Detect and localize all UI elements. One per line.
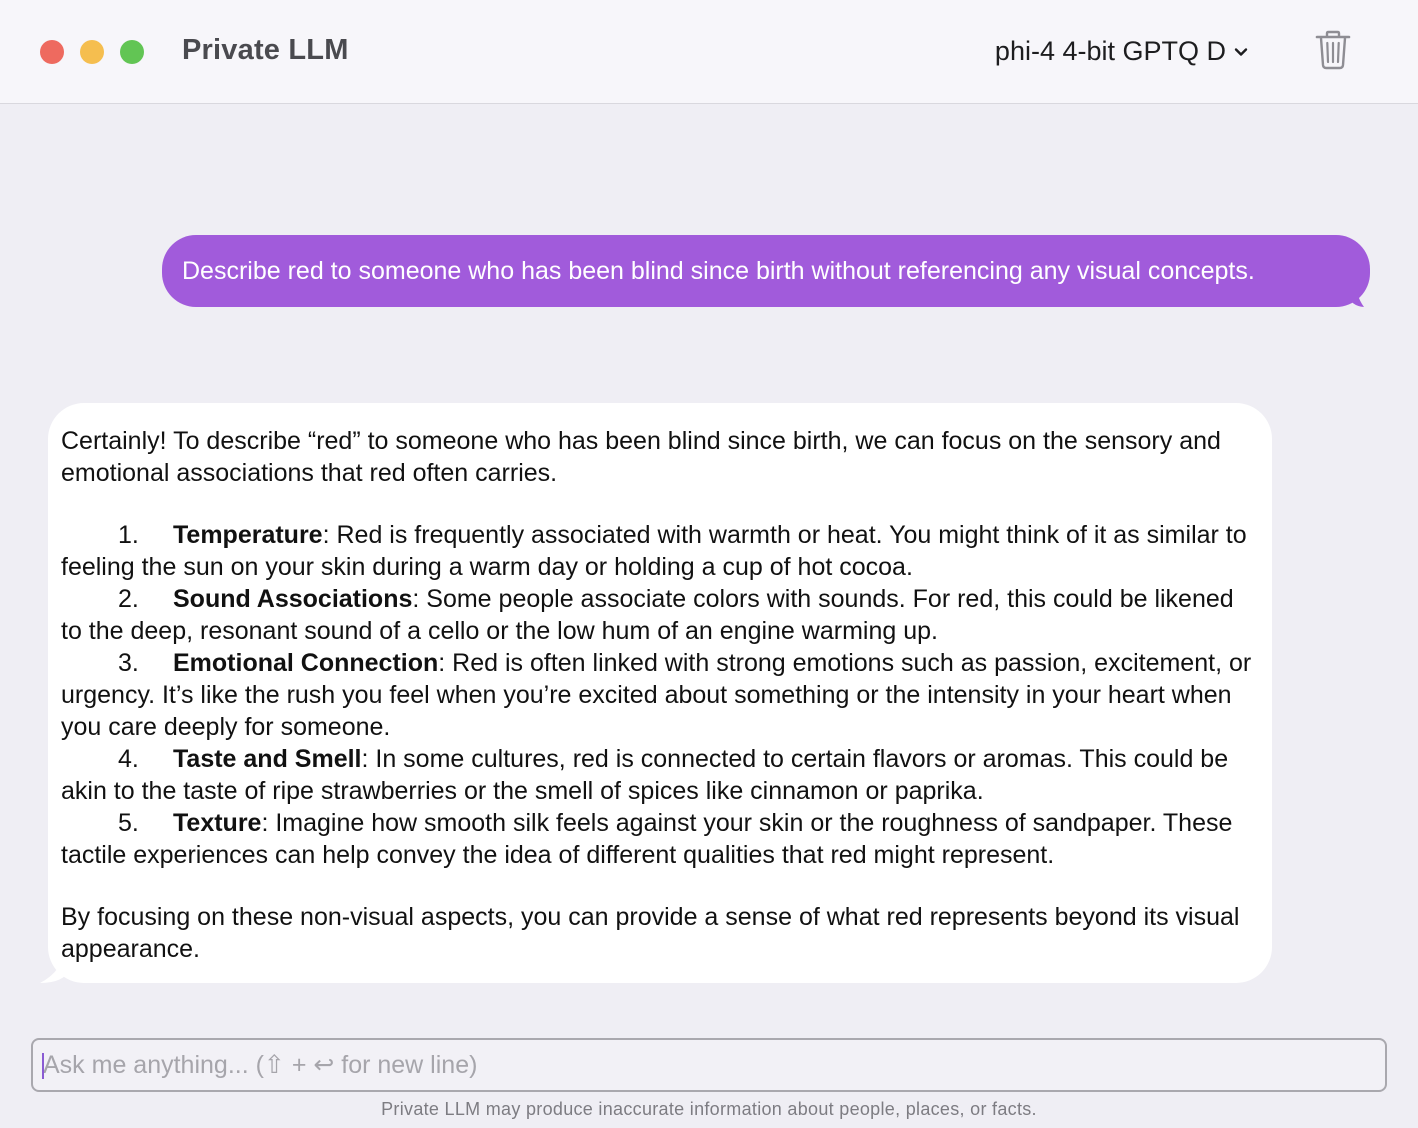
- title-bar: [0, 0, 1418, 104]
- disclaimer: Private LLM may produce inaccurate information about people, places, or facts.: [381, 1099, 1037, 1119]
- list-item: 4. Taste and Smell: In some cultures, red is connected to certain flavors or aromas. This could be akin to the taste of ripe strawberries or the smell of spices like cinnamon or paprika.: [61, 745, 1229, 805]
- assistant-message: [40, 403, 1272, 983]
- list-item: 1. Temperature: Red is frequently associated with warmth or heat. You might think of it as similar to feeling the sun on your skin during a warm day or holding a cup of hot cocoa.: [61, 521, 1247, 581]
- assistant-conclusion: By focusing on these non-visual aspects, you can provide a sense of what red represents beyond its visual appearance.: [61, 903, 1240, 963]
- assistant-intro: Certainly! To describe “red” to someone who has been blind since birth, we can focus on the sensory and emotional associations that red often carries.: [61, 427, 1221, 487]
- zoom-button[interactable]: [120, 40, 144, 64]
- list-item: 3. Emotional Connection: Red is often linked with strong emotions such as passion, excitement, or urgency. It’s like the rush you feel when you’re excited about something or the intensity in your heart when you care deeply for someone.: [61, 649, 1252, 741]
- model-selector-label: phi-4 4-bit GPTQ D: [994, 36, 1226, 66]
- app-title: Private LLM: [182, 34, 349, 66]
- list-item: 2. Sound Associations: Some people associate colors with sounds. For red, this could be likened to the deep, resonant sound of a cello or the low hum of an engine warming up.: [61, 585, 1234, 645]
- user-bubble: Describe red to someone who has been blind since birth without referencing any visual concepts.: [162, 235, 1370, 307]
- list-item: 5. Texture: Imagine how smooth silk feels against your skin or the roughness of sandpaper. These tactile experiences can help convey the idea of different qualities that red might represent.: [61, 809, 1233, 869]
- message-input[interactable]: [33, 1040, 1385, 1090]
- assistant-list: [61, 519, 1258, 871]
- user-message: [162, 235, 1378, 307]
- message-input-box[interactable]: [31, 1038, 1387, 1092]
- text-caret: [42, 1053, 44, 1079]
- trash-icon[interactable]: [1314, 30, 1352, 70]
- minimize-button[interactable]: [80, 40, 104, 64]
- model-selector[interactable]: [995, 36, 1248, 67]
- close-button[interactable]: [40, 40, 64, 64]
- assistant-bubble: [48, 403, 1272, 983]
- chevron-down-icon: [1234, 45, 1248, 59]
